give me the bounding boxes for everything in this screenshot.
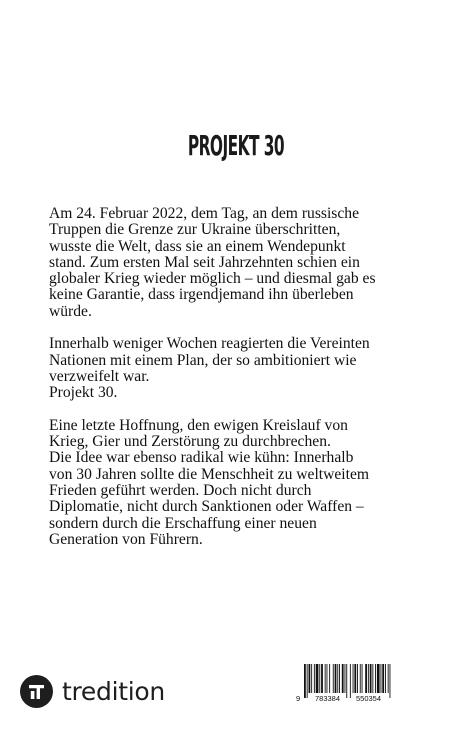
blurb-line: globaler Krieg wieder möglich – und diesmal gab es (49, 270, 376, 288)
blurb-line: Krieg, Gier und Zerstörung zu durchbrechen. (49, 433, 331, 451)
blurb-line: Projekt 30. (49, 384, 118, 402)
blurb-line: sondern durch die Erschaffung einer neuen (49, 514, 317, 532)
blurb-line: Die Idee war ebenso radikal wie kühn: Innerhalb (49, 449, 354, 467)
blurb-paragraph (49, 336, 419, 401)
blurb-line: Innerhalb weniger Wochen reagierten die Vereinten (49, 335, 370, 353)
blurb-line: Frieden geführt werden. Doch nicht durch (49, 482, 312, 500)
blurb-line: Diplomatie, nicht durch Sanktionen oder Waffen – (49, 498, 364, 516)
blurb-line: Generation von Führern. (49, 530, 203, 548)
barcode-digits-group2: 550354 (356, 694, 382, 703)
blurb-paragraph (49, 206, 419, 320)
barcode-bars (296, 664, 406, 708)
tredition-logo-icon (20, 675, 53, 708)
blurb-line: Truppen die Grenze zur Ukraine überschritten, (49, 221, 341, 239)
blurb-paragraph (49, 418, 419, 548)
publisher-name: tredition (62, 676, 165, 706)
publisher-logo (20, 674, 165, 708)
blurb-line: Nationen mit einem Plan, der so ambitioniert wie (49, 351, 357, 369)
blurb-line: stand. Zum ersten Mal seit Jahrzehnten schien ein (49, 253, 360, 271)
blurb-line: Am 24. Februar 2022, dem Tag, an dem russische (49, 205, 360, 222)
blurb-line: Eine letzte Hoffnung, den ewigen Kreislauf von (49, 416, 348, 434)
barcode-digit-lead: 9 (296, 694, 301, 703)
book-title: PROJEKT 30 (187, 129, 285, 162)
blurb-line: wusste die Welt, dass sie an einem Wendepunkt (49, 237, 346, 255)
back-cover-blurb (49, 206, 419, 565)
blurb-line: verzweifelt war. (49, 367, 150, 385)
isbn-barcode (296, 664, 406, 708)
barcode-digits-group1: 783384 (315, 694, 341, 703)
blurb-line: von 30 Jahren sollte die Menschheit zu weltweitem (49, 465, 370, 483)
blurb-line: keine Garantie, dass irgendjemand ihn überleben (49, 286, 354, 304)
blurb-line: würde. (49, 302, 92, 320)
